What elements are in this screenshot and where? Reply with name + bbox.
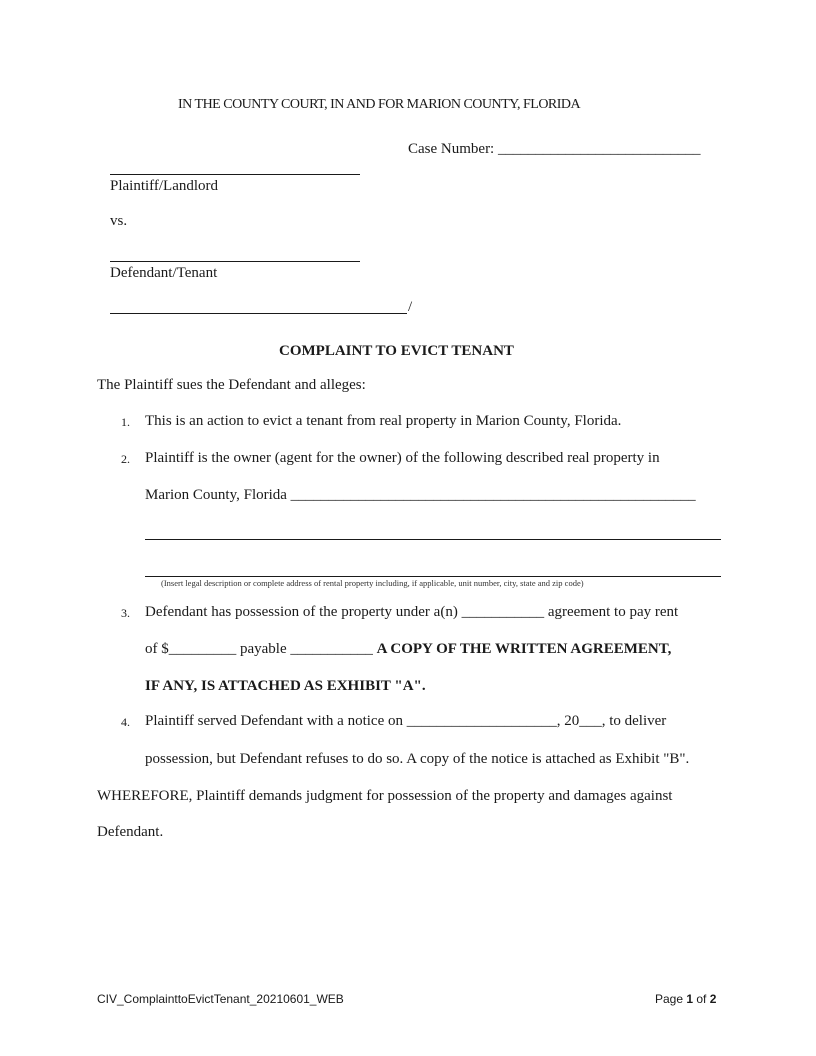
item-number: 1. [121, 415, 130, 429]
item-3-exhibit-notice-cont: IF ANY, IS ATTACHED AS EXHIBIT "A". [145, 678, 426, 694]
court-title: IN THE COUNTY COURT, IN AND FOR MARION COUNTY, FLORIDA [178, 97, 581, 112]
plaintiff-label: Plaintiff/Landlord [110, 178, 219, 194]
item-number: 2. [121, 452, 130, 466]
caption-closing-line [110, 313, 407, 314]
item-3-exhibit-notice: A COPY OF THE WRITTEN AGREEMENT, [376, 641, 672, 657]
defendant-signature-line [110, 261, 360, 262]
page-total: 2 [709, 992, 717, 1006]
item-2-text: Plaintiff is the owner (agent for the owner) of the following described real property in [145, 450, 660, 466]
item-2-county-line: Marion County, Florida ______________________________________________________ [145, 487, 696, 503]
page-of: of [693, 992, 710, 1006]
plaintiff-signature-line [110, 174, 360, 175]
defendant-label: Defendant/Tenant [110, 265, 218, 281]
item-4-text: Plaintiff served Defendant with a notice on ____________________, 20___, to deliver [145, 713, 667, 729]
item-number: 3. [121, 606, 130, 620]
intro-text: The Plaintiff sues the Defendant and alleges: [97, 377, 366, 393]
item-3-payment-line [145, 640, 671, 658]
item-4-text-cont: possession, but Defendant refuses to do so. A copy of the notice is attached as Exhibit "B". [145, 751, 690, 767]
item-number: 4. [121, 715, 130, 729]
wherefore-clause-cont: Defendant. [97, 824, 164, 840]
page-prefix: Page [655, 992, 687, 1006]
versus-label: vs. [110, 213, 128, 229]
wherefore-clause: WHEREFORE, Plaintiff demands judgment for possession of the property and damages against [97, 788, 673, 804]
page-current: 1 [686, 992, 694, 1006]
case-number-field: Case Number: ___________________________ [408, 141, 701, 157]
document-title: COMPLAINT TO EVICT TENANT [279, 343, 514, 359]
item-3-payment-terms: of $_________ payable ___________ [145, 641, 377, 657]
property-description-line [145, 576, 721, 577]
item-1-text: This is an action to evict a tenant from real property in Marion County, Florida. [145, 413, 622, 429]
property-description-line [145, 539, 721, 540]
item-3-text: Defendant has possession of the property under a(n) ___________ agreement to pay rent [145, 604, 679, 620]
caption-slash: / [408, 299, 413, 315]
footer-page-number [655, 992, 716, 1006]
footer-file-code: CIV_ComplainttoEvictTenant_20210601_WEB [97, 992, 344, 1006]
legal-description-note: (Insert legal description or complete address of rental property including, if applicable, unit number, city, state and zip code) [161, 578, 584, 588]
